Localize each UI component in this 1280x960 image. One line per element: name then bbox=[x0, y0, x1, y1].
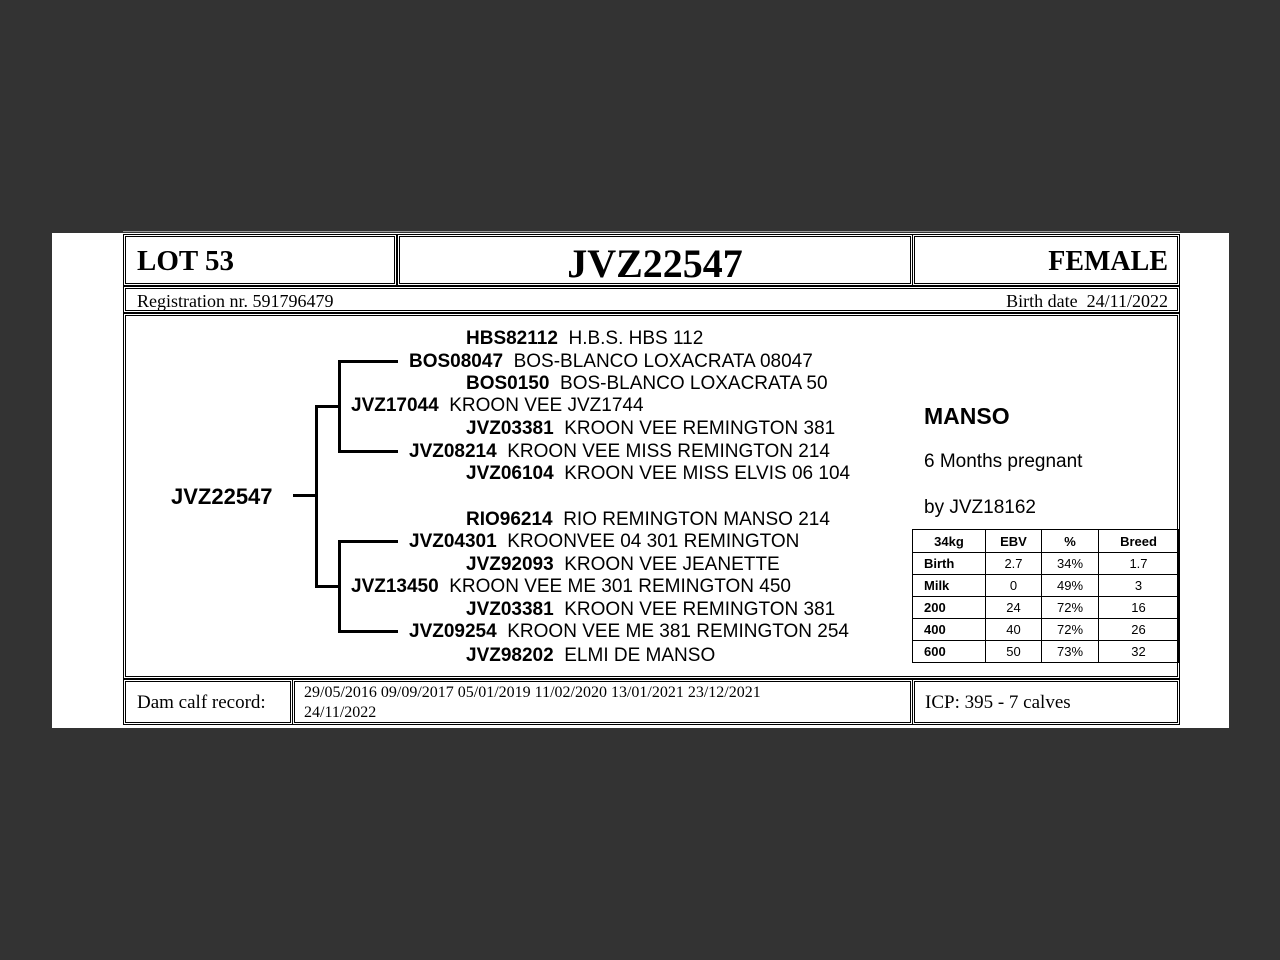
icp-value: ICP: 395 - 7 calves bbox=[925, 692, 1071, 713]
pedigree-sire: JVZ17044 KROON VEE JVZ1744 bbox=[351, 395, 644, 416]
birth-date: Birth date 24/11/2022 bbox=[1006, 291, 1168, 311]
ebv-row-label: Milk bbox=[913, 575, 986, 597]
ebv-cell: 72% bbox=[1042, 597, 1099, 619]
ebv-header: % bbox=[1042, 530, 1099, 553]
ebv-row bbox=[913, 641, 1179, 663]
ebv-header: EBV bbox=[986, 530, 1042, 553]
ebv-row-label: 600 bbox=[913, 641, 986, 663]
pedigree-dam: JVZ13450 KROON VEE ME 301 REMINGTON 450 bbox=[351, 576, 791, 597]
pedigree-line bbox=[338, 450, 398, 453]
ebv-cell: 73% bbox=[1042, 641, 1099, 663]
ebv-cell: 16 bbox=[1099, 597, 1179, 619]
ebv-cell: 1.7 bbox=[1099, 553, 1179, 575]
info-row bbox=[123, 286, 1180, 313]
pedigree-dsd: JVZ92093 KROON VEE JEANETTE bbox=[466, 554, 780, 575]
lot-number: LOT 53 bbox=[137, 245, 234, 277]
dam-calf-label-cell bbox=[123, 679, 293, 725]
pedigree-dd: JVZ09254 KROON VEE ME 381 REMINGTON 254 bbox=[409, 621, 849, 642]
pedigree-line bbox=[293, 494, 317, 497]
dam-calf-dates-cell bbox=[292, 679, 913, 725]
pedigree-line bbox=[315, 405, 318, 587]
ebv-cell: 24 bbox=[986, 597, 1042, 619]
pedigree-line bbox=[338, 630, 398, 633]
pedigree-dss: RIO96214 RIO REMINGTON MANSO 214 bbox=[466, 509, 830, 530]
pedigree-sd: JVZ08214 KROON VEE MISS REMINGTON 214 bbox=[409, 441, 830, 462]
ebv-row bbox=[913, 553, 1179, 575]
pedigree-sdd: JVZ06104 KROON VEE MISS ELVIS 06 104 bbox=[466, 463, 851, 484]
pedigree-line bbox=[338, 540, 398, 543]
animal-id-title: JVZ22547 bbox=[567, 241, 743, 286]
ebv-header-row bbox=[913, 530, 1179, 553]
sex-label: FEMALE bbox=[1048, 246, 1168, 277]
ebv-row-label: 400 bbox=[913, 619, 986, 641]
dam-calf-label: Dam calf record: bbox=[137, 692, 266, 713]
registration-number: Registration nr. 591796479 bbox=[137, 291, 334, 311]
ebv-cell: 32 bbox=[1099, 641, 1179, 663]
ebv-table bbox=[912, 529, 1179, 663]
pedigree-ss: BOS08047 BOS-BLANCO LOXACRATA 08047 bbox=[409, 351, 813, 372]
ebv-cell: 49% bbox=[1042, 575, 1099, 597]
pedigree-ds: JVZ04301 KROONVEE 04 301 REMINGTON bbox=[409, 531, 800, 552]
ebv-cell: 2.7 bbox=[986, 553, 1042, 575]
pedigree-line bbox=[338, 540, 341, 632]
pedigree-ddd: JVZ98202 ELMI DE MANSO bbox=[466, 645, 716, 666]
ebv-row bbox=[913, 597, 1179, 619]
ebv-cell: 72% bbox=[1042, 619, 1099, 641]
icp-cell bbox=[912, 679, 1180, 725]
pedigree-line bbox=[338, 360, 398, 363]
ebv-row-label: Birth bbox=[913, 553, 986, 575]
ebv-cell: 34% bbox=[1042, 553, 1099, 575]
lot-cell bbox=[123, 234, 397, 286]
ebv-header: 34kg bbox=[913, 530, 986, 553]
animal-id-cell bbox=[397, 234, 913, 286]
pedigree-subject: JVZ22547 bbox=[171, 484, 273, 509]
pedigree-dds: JVZ03381 KROON VEE REMINGTON 381 bbox=[466, 599, 836, 620]
ebv-header: Breed bbox=[1099, 530, 1179, 553]
ebv-cell: 0 bbox=[986, 575, 1042, 597]
ebv-cell: 40 bbox=[986, 619, 1042, 641]
ebv-cell: 50 bbox=[986, 641, 1042, 663]
pedigree-line bbox=[338, 360, 341, 452]
pregnancy-status: 6 Months pregnant bbox=[924, 451, 1083, 472]
ebv-row bbox=[913, 619, 1179, 641]
ebv-row bbox=[913, 575, 1179, 597]
ebv-cell: 3 bbox=[1099, 575, 1179, 597]
dam-calf-dates-line1: 29/05/2016 09/09/2017 05/01/2019 11/02/2020 13/01/2021 23/12/2021 bbox=[304, 684, 761, 701]
sex-cell bbox=[912, 234, 1180, 286]
pedigree-sss: HBS82112 H.B.S. HBS 112 bbox=[466, 328, 704, 349]
pedigree-ssd: BOS0150 BOS-BLANCO LOXACRATA 50 bbox=[466, 373, 828, 394]
dam-calf-dates-line2: 24/11/2022 bbox=[304, 704, 377, 721]
ebv-row-label: 200 bbox=[913, 597, 986, 619]
pregnancy-by: by JVZ18162 bbox=[924, 497, 1036, 518]
pregnancy-bull: MANSO bbox=[924, 403, 1010, 429]
ebv-cell: 26 bbox=[1099, 619, 1179, 641]
pedigree-sds: JVZ03381 KROON VEE REMINGTON 381 bbox=[466, 418, 836, 439]
